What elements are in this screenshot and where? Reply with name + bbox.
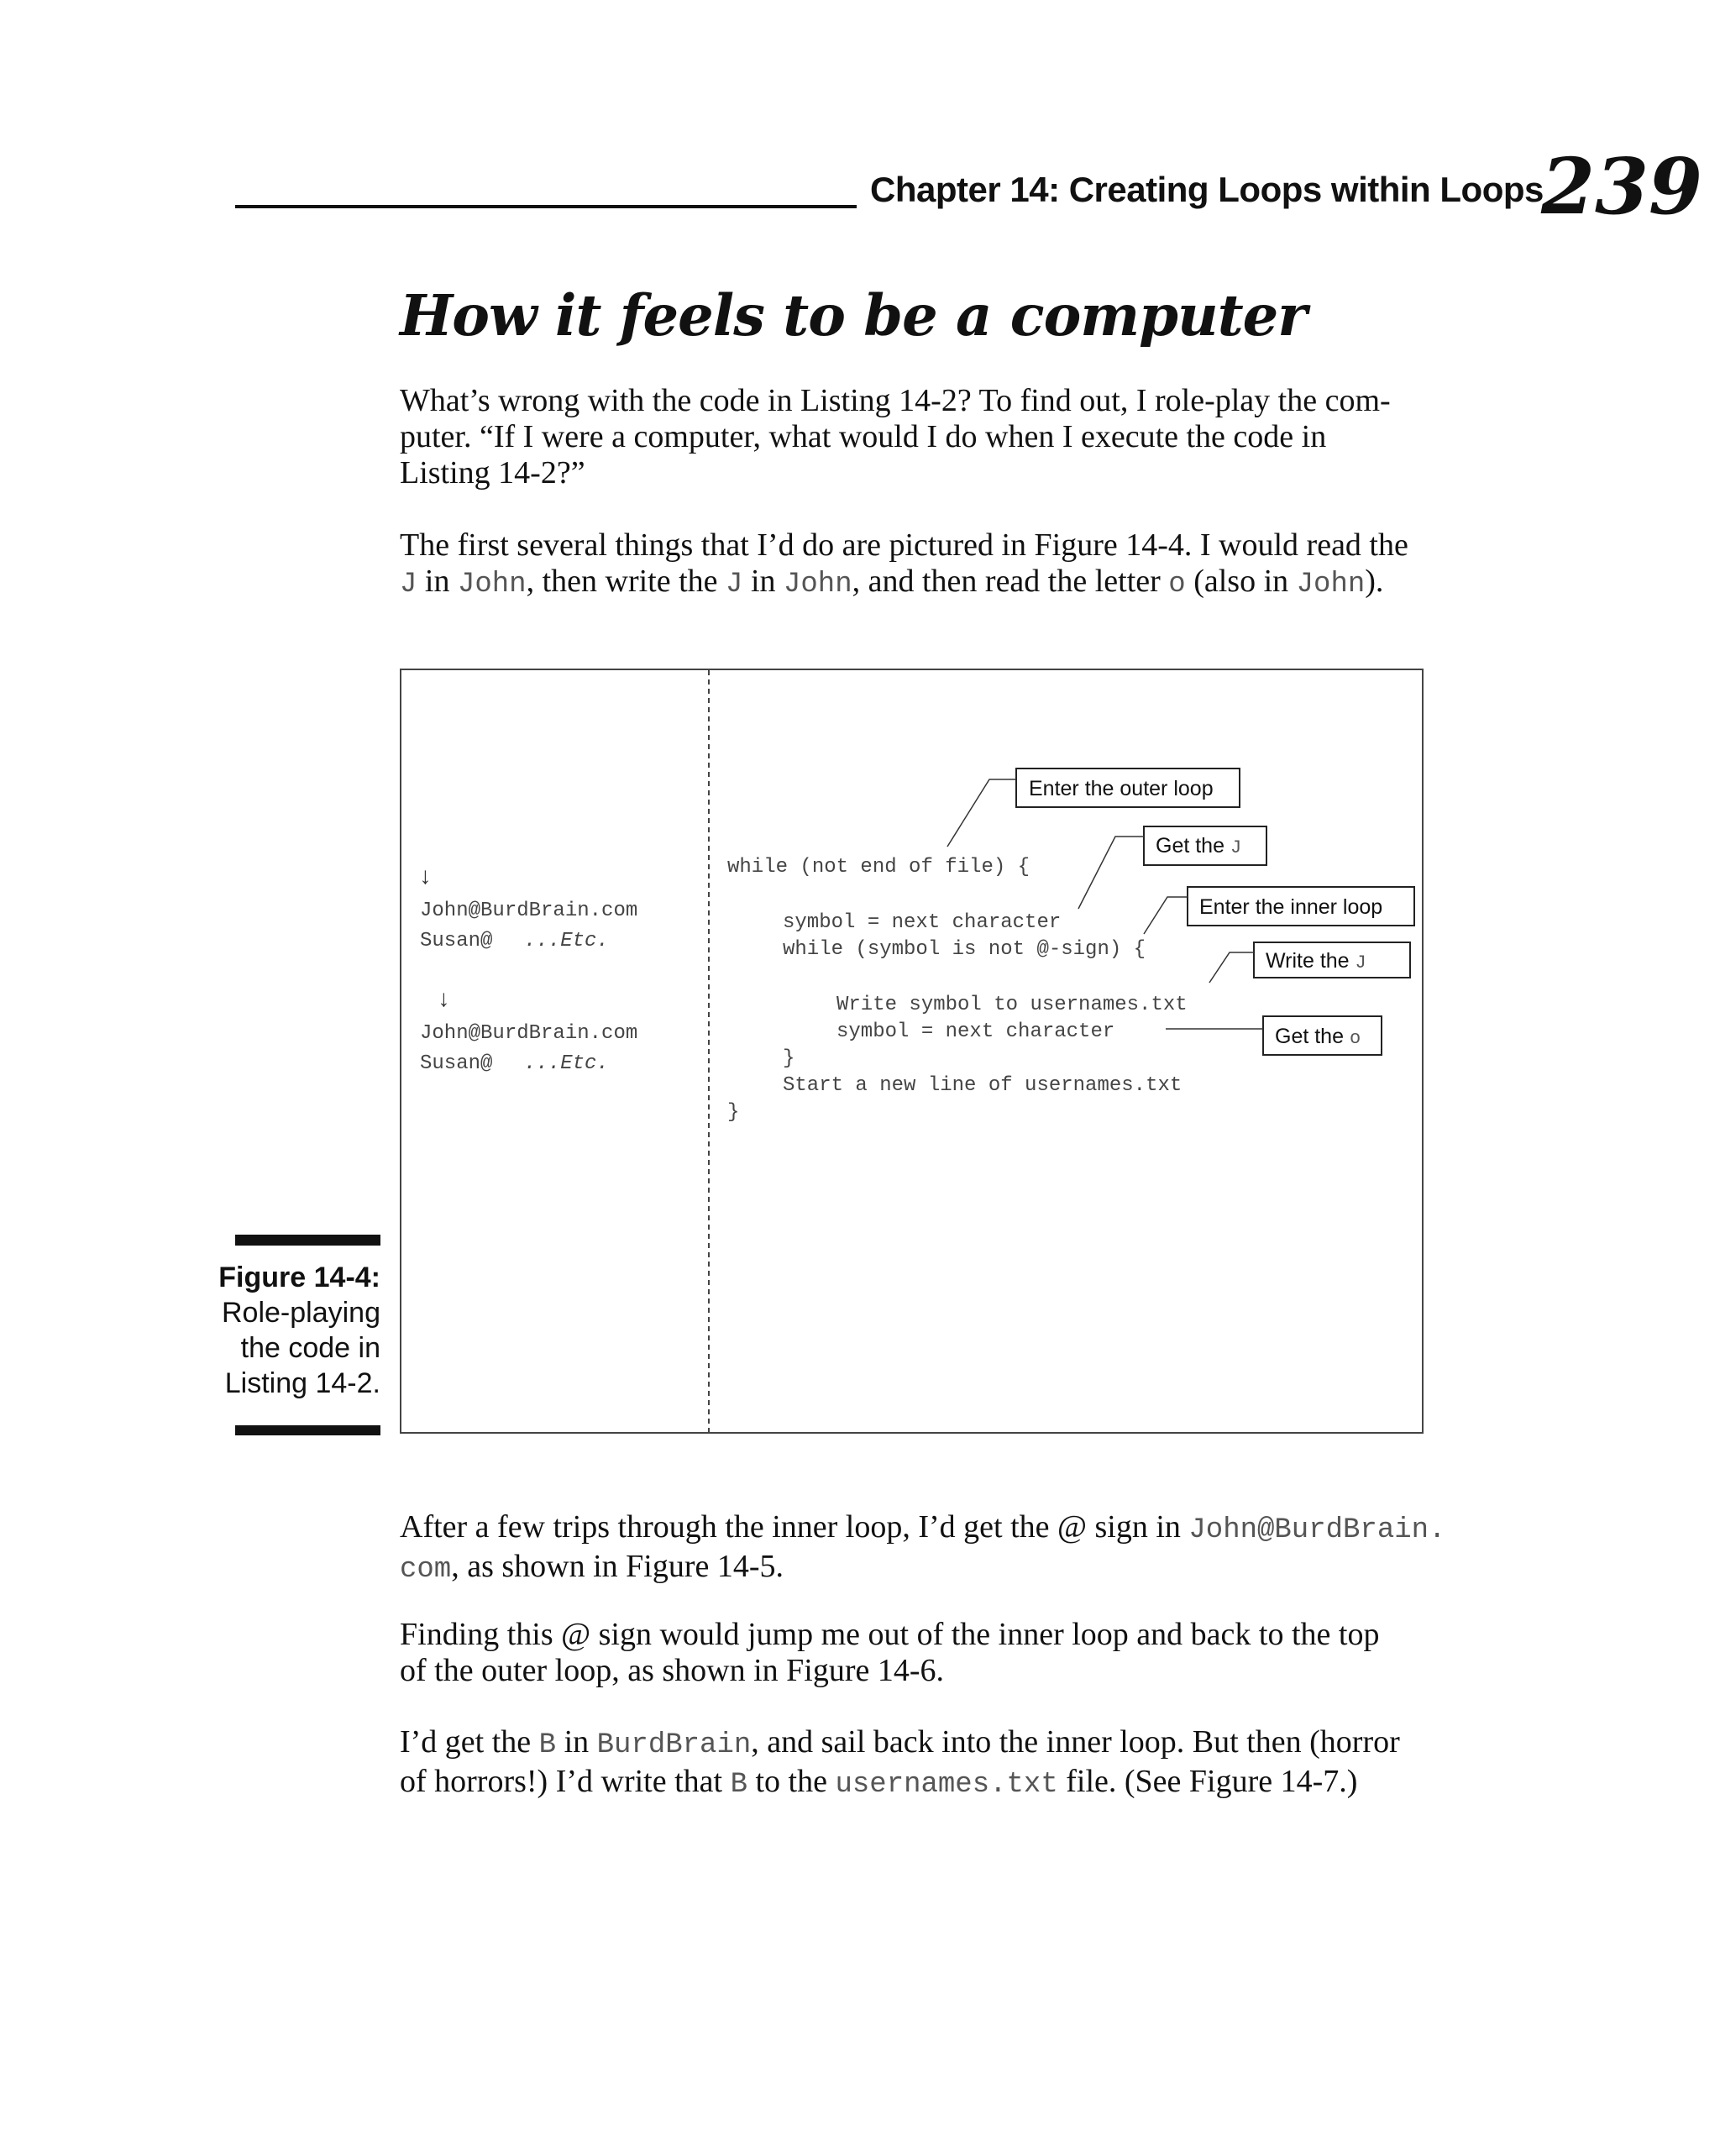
header-rule bbox=[235, 205, 857, 208]
paragraph-4 bbox=[400, 1617, 1500, 1689]
callout-label: Enter the inner loop bbox=[1199, 895, 1383, 919]
callout-text-run: Get the bbox=[1275, 1025, 1350, 1048]
callout-leader bbox=[947, 779, 1016, 847]
input-line: Susan@ bbox=[420, 930, 493, 952]
text-line bbox=[400, 1724, 1500, 1764]
text-run: After a few trips through the inner loop, I’d get the @ sign in bbox=[400, 1509, 1189, 1545]
inline-code: o bbox=[1168, 569, 1186, 601]
callout-leader bbox=[1078, 837, 1144, 909]
input-line: Susan@ bbox=[420, 1052, 493, 1075]
text-run: of horrors!) I’d write that bbox=[400, 1764, 731, 1799]
callout-code-run: o bbox=[1349, 1028, 1361, 1049]
caption-line: Listing 14-2. bbox=[224, 1367, 380, 1399]
callout-code-run: J bbox=[1355, 952, 1366, 973]
inline-code: B bbox=[538, 1729, 557, 1761]
code-line: while (symbol is not @-sign) { bbox=[783, 938, 1146, 961]
text-line bbox=[400, 564, 1500, 603]
text-line bbox=[400, 1764, 1500, 1803]
text-run: , as shown in Figure 14-5. bbox=[451, 1549, 784, 1584]
text-run: , and sail back into the inner loop. But then (horror bbox=[751, 1724, 1400, 1760]
text-line: Listing 14-2?” bbox=[400, 455, 585, 490]
page-number: 239 bbox=[1541, 141, 1703, 232]
callout-label bbox=[1275, 1025, 1361, 1049]
inline-code: usernames.txt bbox=[835, 1769, 1058, 1801]
code-line: symbol = next character bbox=[836, 1020, 1115, 1043]
text-run: in bbox=[417, 564, 458, 599]
text-run: ). bbox=[1365, 564, 1384, 599]
callout-label bbox=[1156, 834, 1241, 858]
text-run: , and then read the letter bbox=[852, 564, 1169, 599]
text-run: , then write the bbox=[526, 564, 726, 599]
callout-text-run: Write the bbox=[1266, 949, 1356, 973]
section-title: How it feels to be a computer bbox=[400, 282, 1307, 349]
code-line: while (not end of file) { bbox=[727, 856, 1030, 879]
input-etc: ...Etc. bbox=[524, 1052, 609, 1075]
text-line: of the outer loop, as shown in Figure 14-6. bbox=[400, 1653, 945, 1688]
inline-code: J bbox=[726, 569, 743, 601]
inline-code: John@BurdBrain. bbox=[1188, 1514, 1446, 1546]
code-line: } bbox=[783, 1047, 795, 1070]
text-run: in bbox=[742, 564, 784, 599]
text-line bbox=[400, 1509, 1500, 1549]
inline-code: John bbox=[457, 569, 527, 601]
figure-diagram bbox=[401, 670, 1422, 1432]
inline-code: John bbox=[784, 569, 852, 601]
inline-code: com bbox=[400, 1554, 452, 1586]
chapter-title: Chapter 14: Creating Loops within Loops bbox=[870, 170, 1544, 209]
code-line: symbol = next character bbox=[783, 911, 1062, 934]
inline-code: B bbox=[730, 1769, 747, 1801]
text-line: The first several things that I’d do are pictured in Figure 14-4. I would read the bbox=[400, 527, 1408, 563]
text-run: to the bbox=[747, 1764, 836, 1799]
callout-label: Enter the outer loop bbox=[1029, 777, 1214, 800]
text-run: file. (See Figure 14-7.) bbox=[1057, 1764, 1358, 1799]
text-run: I’d get the bbox=[400, 1724, 539, 1760]
paragraph-1 bbox=[400, 383, 1500, 491]
caption-label: Figure 14-4: bbox=[218, 1262, 380, 1293]
caption-line: the code in bbox=[240, 1332, 380, 1364]
inline-code: J bbox=[400, 569, 417, 601]
down-arrow-icon: ↓ bbox=[418, 865, 433, 891]
figure-caption bbox=[193, 1260, 380, 1401]
text-line: What’s wrong with the code in Listing 14-2? To find out, I role-play the com- bbox=[400, 383, 1391, 418]
down-arrow-icon: ↓ bbox=[437, 988, 451, 1014]
inline-code: BurdBrain bbox=[596, 1729, 752, 1761]
caption-line: Role-playing bbox=[222, 1297, 380, 1329]
figure-14-4 bbox=[400, 669, 1424, 1434]
paragraph-5 bbox=[400, 1724, 1500, 1803]
code-line: } bbox=[727, 1101, 740, 1124]
callout-label bbox=[1266, 949, 1366, 973]
inline-code: John bbox=[1296, 569, 1366, 601]
text-line bbox=[400, 1549, 1500, 1588]
code-line: Start a new line of usernames.txt bbox=[783, 1074, 1182, 1097]
callout-code-run: J bbox=[1230, 837, 1242, 858]
text-line: Finding this @ sign would jump me out of the inner loop and back to the top bbox=[400, 1617, 1380, 1652]
paragraph-2 bbox=[400, 527, 1500, 603]
callout-text-run: Get the bbox=[1156, 834, 1230, 858]
code-line: Write symbol to usernames.txt bbox=[836, 994, 1188, 1016]
input-etc: ...Etc. bbox=[524, 930, 609, 952]
text-run: (also in bbox=[1185, 564, 1297, 599]
caption-bar-top bbox=[235, 1235, 380, 1246]
callout-leader bbox=[1209, 952, 1254, 983]
text-line: puter. “If I were a computer, what would I do when I execute the code in bbox=[400, 419, 1327, 454]
callout-leader bbox=[1144, 897, 1188, 934]
input-line: John@BurdBrain.com bbox=[420, 1022, 638, 1045]
paragraph-3 bbox=[400, 1509, 1500, 1588]
text-run: in bbox=[556, 1724, 597, 1760]
caption-bar-bottom bbox=[235, 1425, 380, 1435]
input-line: John@BurdBrain.com bbox=[420, 900, 638, 922]
